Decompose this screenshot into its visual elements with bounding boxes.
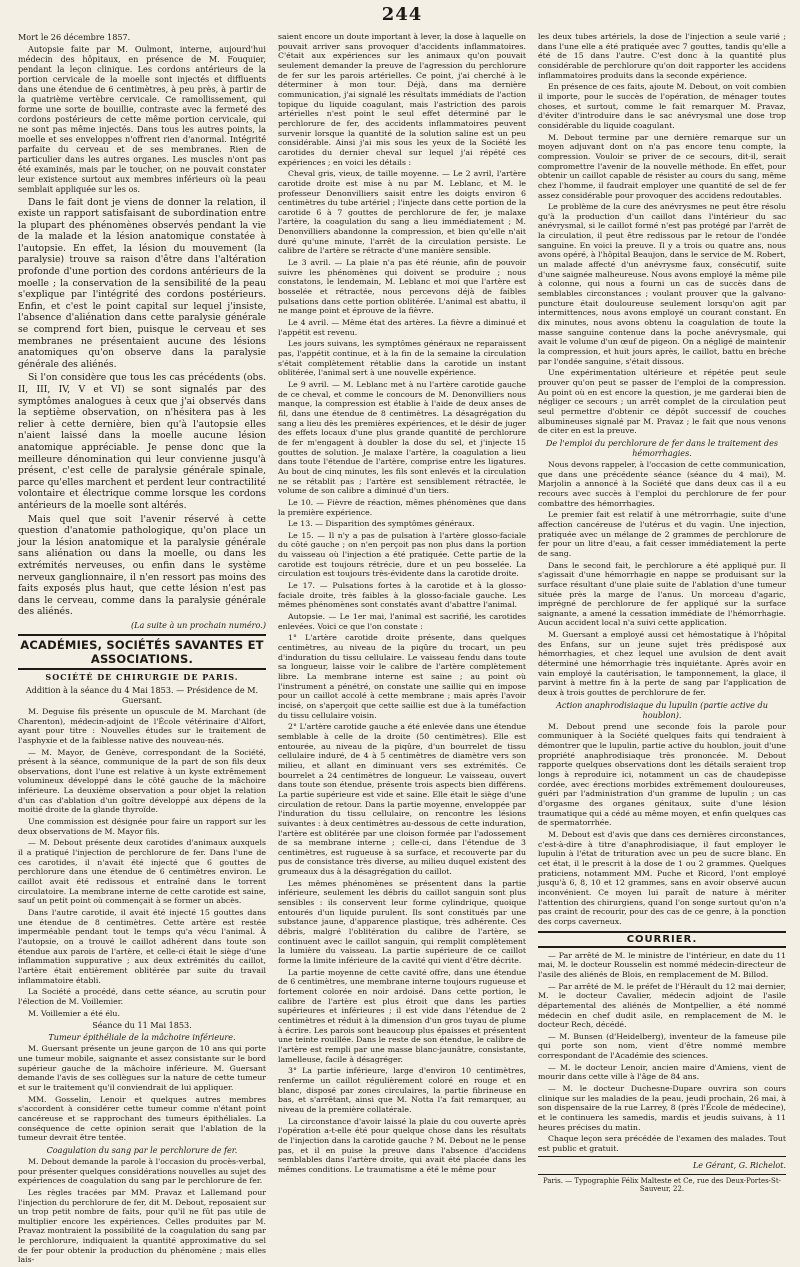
paragraph: 3° La partie inférieure, large d'environ 10 centimètres, renferme un caillot régulièrement coloré en rouge et en blanc, disposé par zones circulaires, la partie fibrineuse en bas, et s'arrêtant, ainsi que M. Notta l'a fait remarquer, au niveau de la première collatérale. [278, 1066, 526, 1114]
paragraph: La partie moyenne de cette cavité offre, dans une étendue de 6 centimètres, une membrane interne toujours rugueuse et fortement colorée en noir ardoisé. Dans cette portion, le calibre de l'artère est plus étroit que dans les parties supérieures et inférieures ; il est vide dans l'étendue de 2 centimètres et réduit à la dimension d'un gros tuyau de plume à écrire. Les parois sont beaucoup plus épaisses et présentent une teinte rouillée. Dans le reste de son étendue, le calibre de l'artère est rempli par une masse blanc-jaunâtre, consistante, lamelleuse, facile à désagréger. [278, 967, 526, 1064]
paragraph: — M. Mayor, de Genève, correspondant de la Société, présent à la séance, communique de la part de son fils deux observations, dont l'une est relative à un kyste extrêmement volumineux développé dans le côté gauche de la mâchoire inférieure. La deuxième observation a pour objet la relation d'un cas d'ablation d'un goître développé aux dépens de la moitié droite de la glande thyroïde. [18, 747, 266, 815]
paragraph: Les jours suivans, les symptômes généraux ne reparaissent pas, l'appétit continue, et à la fin de la semaine la circulation s'était complètement rétablie dans la carotide un instant oblitérée, l'animal sert à une nouvelle expérience. [278, 339, 526, 378]
society-heading: SOCIÉTÉ DE CHIRURGIE DE PARIS. [45, 671, 239, 682]
column-3 [538, 32, 786, 1267]
paragraph: Dans le second fait, le perchlorure a été appliqué pur. Il s'agissait d'une hémorrhagie en nappe se produisant sur la surface résultant d'une plaie suite de l'ablation d'une tumeur située près la marge de l'anus. Un morceau d'agaric, imprégné de perchlorure de fer appliqué sur la surface saignante, a amené la cessation immédiate de l'hémorrhagie. Aucun accident local n'a suivi cette application. [538, 560, 786, 628]
column-1 [18, 32, 266, 1267]
paragraph: Les règles tracées par MM. Pravaz et Lallemand pour l'injection du perchlorure de fer, dit M. Debout, reposaient sur un trop petit nombre de faits, pour qu'il ne fût pas utile de multiplier encore les expériences. Celles produites par M. Pravaz montraient la possibilité de la coagulation du sang par le perchlorure, indiquaient la quantité approximative du sel de fer pour obtenir la production du phénomène ; mais elles lais- [18, 1187, 266, 1265]
subtitle: Action anaphrodisiaque du lupulin (partie active du houblon). [556, 699, 768, 720]
paragraph: Le 10. — Fièvre de réaction, mêmes phénomènes que dans la première expérience. [278, 497, 526, 517]
news-item: Chaque leçon sera précédée de l'examen des malades. Tout est public et gratuit. [538, 1134, 786, 1154]
paragraph: En présence de ces faits, ajoute M. Debout, on voit combien il importe, pour le succès de l'opération, de ménager toutes choses, et surtout, comme le fait remarquer M. Pravaz, d'éviter d'introduire dans le sac anévrysmal une dose trop considérable du liquide coagulant. [538, 82, 786, 130]
page-number: 244 [381, 4, 423, 25]
paragraph: Cheval gris, vieux, de taille moyenne. — Le 2 avril, l'artère carotide droite est mise à nu par M. Leblanc, et M. le professeur Denonvilliers saisit entre les doigts environ 6 centimètres du tube artériel ; l'injecte dans cette portion de la carotide 6 à 7 gouttes de perchlorure de fer, je malaxe l'artère, la coagulation du sang a lieu immédiatement ; M. Denonvilliers abandonne la compression, et bien qu'elle n'ait duré qu'une minute, l'arrêt de la circulation persiste. Le calibre de l'artère se rétracte d'une manière sensible. [278, 169, 526, 256]
news-item: — Par arrêté de M. le préfet de l'Hérault du 12 mai dernier, M. le docteur Cavalier, médecin adjoint de l'asile départemental des aliénés de Montpellier, a été nommé médecin en chef dudit asile, en remplacement de M. le docteur Rech, décédé. [538, 981, 786, 1030]
paragraph: Autopsie faite par M. Oulmont, interne, aujourd'hui médecin des hôpitaux, en présence de M. Fouquier, pendant la leçon clinique. Les cordons antérieurs de la portion cervicale de la moelle sont injectés et diffluents dans une étendue de 6 centimètres, à peu près, à partir de la quatrième vertèbre cervicale. Ce ramollissement, qui forme une sorte de bouillie, contraste avec la fermeté des cordons postérieurs de cette même portion cervicale, qui ne sont pas même injectés. Dans tous les autres points, la moelle et ses enveloppes n'offrent rien d'anormal. Intégrité parfaite du cerveau et de ses membranes. Rien de particulier dans les autres organes. Les muscles n'ont pas été examinés, mais par le toucher, on ne pouvait constater leur existence surtout aux membres inférieurs où la peau semblait appliquée sur les os. [18, 44, 266, 195]
subtitle: Tumeur épithéliale de la mâchoire inférieure. [48, 1032, 236, 1043]
newspaper-page [18, 4, 787, 1265]
paragraph: La Société a procédé, dans cette séance, au scrutin pour l'élection de M. Voillemier. [18, 987, 266, 1006]
paragraph: Une commission est désignée pour faire un rapport sur les deux observations de M. Mayor fils. [18, 817, 266, 836]
continuation-note: (La suite à un prochain numéro.) [131, 619, 266, 630]
paragraph: Les mêmes phénomènes se présentent dans la partie inférieure, seulement les débris du caillot sanguin sont plus sensibles : ils conservent leur forme cylindrique, quoique entourés d'un liquide purulent. Ils sont constitués par une substance jaune, d'apparence plastique, très adhérente. Ces débris, malgré l'oblitération du calibre de l'artère, se continuent avec le caillot sanguin, qui remplit complètement la lumière du vaisseau. La partie supérieure de ce caillot forme la limite inférieure de la cavité qui vient d'être décrite. [278, 878, 526, 966]
paragraph: Le problème de la cure des anévrysmes ne peut être résolu qu'à la production d'un caillot dans l'intérieur du sac anévrysmal, si le caillot formé n'est pas protégé par l'arrêt de la circulation, il peut être redissous par le retour de l'ondée sanguine. En voici la preuve. Il y a trois ou quatre ans, nous avons opéré, à l'hôpital Beaujon, dans le service de M. Robert, un malade affecté d'un anévrysme faux, consécutif, suite d'une saignée malheureuse. Nous avons employé la même pile à colonne, qui nous a fourni un cas de succès dans de semblables circonstances ; voulant prouver que la galvano-puncture était douloureuse seulement lorsqu'on agit par intermittences, nous avons employé un courant constant. En dix minutes, nous avons obtenu la coagulation de toute la masse sanguine contenue dans la poche anévrysmale, qui avait le volume d'un œuf de pigeon. On a négligé de maintenir la compression, et huit jours après, le caillot, battu en brèche par l'ondée sanguine, s'était dissous. [538, 202, 786, 366]
column-2 [278, 32, 526, 1267]
news-item: — M. le docteur Lenoir, ancien maire d'Amiens, vient de mourir dans cette ville à l'âge de 84 ans. [538, 1062, 786, 1082]
paragraph: M. Debout termine par une dernière remarque sur un moyen adjuvant dont on n'a pas encore tenu compte, la compression. Vouloir se priver de ce secours, dit-il, serait compromettre l'avenir de la nouvelle méthode. En effet, pour obtenir un caillot capable de résister au cours du sang, même chez l'homme, il faudrait employer une quantité de sel de fer assez considérable pour provoquer des accidens redoutables. [538, 132, 786, 200]
paragraph: M. Voillemier a été élu. [28, 1008, 120, 1018]
news-item: — M. Bunsen (d'Heidelberg), inventeur de la fameuse pile qui porte son nom, vient d'être nommé membre correspondant de l'Académie des sciences. [538, 1031, 786, 1061]
paragraph: Le 4 avril. — Même état des artères. La fièvre a diminué et l'appétit est revenu. [278, 318, 526, 337]
paragraph: Une expérimentation ultérieure et répétée peut seule prouver qu'on peut se passer de l'emploi de la compression. Au point où en est encore la question, je me garderai bien de négliger ce secours ; un arrêt complet de la circulation peut seul permettre d'obtenir ce dépôt successif de couches albumineuses signalé par M. Pravaz ; le fait que nous venons de citer en est la preuve. [538, 368, 786, 436]
paragraph: Nous devons rappeler, à l'occasion de cette communication, que dans une précédente séance (séance du 4 mai), M. Marjolin a annoncé à la Société que dans deux cas il a eu recours avec succès à l'emploi du perchlorure de fer pour combattre des hémorrhagies. [538, 459, 786, 508]
news-item: — M. le docteur Duchesne-Dupare ouvrira son cours clinique sur les maladies de la peau, jeudi prochain, 26 mai, à son dispensaire de la rue Larrey, 8 (près l'École de médecine), et le continuera les samedis, mardis et jeudis suivans, à 11 heures précises du matin. [538, 1084, 786, 1132]
subtitle: Coagulation du sang par le perchlorure de fer. [46, 1144, 238, 1155]
session-heading: Séance du 11 Mai 1853. [92, 1020, 192, 1031]
paragraph: Mort le 26 décembre 1857. [18, 32, 131, 42]
paragraph: M. Deguise fils présente un opuscule de M. Marchant (de Charenton), médecin-adjoint de l'École vétérinaire d'Alfort, ayant pour titre : Nouvelles études sur le traitement de l'asphyxie et de la faiblesse native des nouveau-nés. [18, 706, 266, 745]
divider [538, 1156, 786, 1157]
imprint: Paris. — Typographie Félix Malteste et Ce, rue des Deux-Portes-St-Sauveur, 22. [538, 1174, 786, 1194]
paragraph: Mais quel que soit l'avenir réservé à cette question d'anatomie pathologique, qu'on place un jour la lésion anatomique et la paralysie générale sans aliénation ou dans la moelle, ou dans les extrémités nerveuses, ou enfin dans le système nerveux ganglionnaire, il n'en ressort pas moins des faits exposés plus haut, que cette lésion n'est pas dans le cerveau, comme dans la paralysie générale des aliénés. [18, 513, 266, 618]
paragraph: Le 9 avril. — M. Leblanc met à nu l'artère carotide gauche de ce cheval, et comme le concours de M. Denonvilliers nous manque, la compression est établie à l'aide de deux anses de fil, dans une étendue de 8 centimètres. La désagrégation du sang a lieu dès les premières expériences, et le désir de juger des effets locaux d'une plus grande quantité de perchlorure de fer m'engagent à doubler la dose du sel, et j'injecte 15 gouttes de solution. Je malaxe l'artère, la coagulation a lieu dans toute l'étendue de l'artère, comprise entre les ligatures. Au bout de cinq minutes, les fils sont enlevés et la circulation ne se rétablit pas ; l'artère est sensiblement rétractée, le volume de son calibre a diminué d'un tiers. [278, 379, 526, 496]
paragraph: Le 13. — Disparition des symptômes généraux. [288, 519, 475, 529]
paragraph: M. Guersant présente un jeune garçon de 10 ans qui porte une tumeur mobile, saignante et assez consistante sur le bord supérieur gauche de la mâchoire inférieure. M. Guersant demande l'avis de ses collègues sur la nature de cette tumeur et sur le traitement qu'il conviendrait de lui appliquer. [18, 1044, 266, 1092]
news-item: — Par arrêté de M. le ministre de l'intérieur, en date du 11 mai, M. le docteur Rousselin est nommé médecin-directeur de l'asile des aliénés de Blois, en remplacement de M. Billod. [538, 950, 786, 979]
paragraph: Le premier fait est relatif à une métrorrhagie, suite d'une affection cancéreuse de l'utérus et du vagin. Une injection, pratiquée avec un mélange de 2 grammes de perchlorure de fer pour un litre d'eau, a fait cesser immédiatement la perte de sang. [538, 510, 786, 558]
paragraph: Le 17. — Pulsations fortes à la carotide et à la glosso-faciale droite, très faibles à la glosso-faciale gauche. Les mêmes phénomènes sont constatés avant d'abattre l'animal. [278, 581, 526, 610]
paragraph: La circonstance d'avoir laissé la plaie du cou ouverte après l'opération a-t-elle été pour quelque chose dans les résultats de l'injection dans la carotide gauche ? M. Debout ne le pense pas, et il en puise la preuve dans l'absence d'accidens semblables dans l'artère droite, qui avait été placée dans les mêmes conditions. Le traumatisme a été le même pour [278, 1116, 526, 1174]
paragraph: Si l'on considère que tous les cas précédents (obs. II, III, IV, V et VI) se sont signalés par des symptômes analogues à ceux que j'ai observés dans la septième observation, on n'hésitera pas à les relier à cette dernière, bien qu'à l'autopsie elles n'aient laissé dans la moelle aucune lésion anatomique appréciable. Je pense donc que la meilleure dénomination qui leur convienne jusqu'à présent, c'est celle de paralysie générale spinale, parce qu'elles marchent et perdent leur contractilité volontaire et électrique comme lorsque les cordons antérieurs de la moelle sont altérés. [18, 372, 266, 511]
paragraph: 2° L'artère carotide gauche a été enlevée dans une étendue semblable à celle de la droite (50 centimètres). Elle est entourée, au niveau de la piqûre, d'un bourrelet de tissu cellulaire induré, de 4 à 5 centimètres de diamètre vers son milieu, et allant en diminuant vers ses extrémités. Ce bourrelet a 24 centimètres de longueur. Le vaisseau, ouvert dans toute son étendue, présente trois aspects bien différens. La partie supérieure est vide et saine. Elle était le siège d'une circulation de retour. Dans la partie moyenne, enveloppée par l'induration du tissu cellulaire, on rencontre les lésions suivantes : à deux centimètres au-dessous de cette induration, l'artère est oblitérée par une cloison formée par l'adossement de sa membrane interne ; celle-ci, dans l'étendue de 3 centimètres, est rugueuse à sa surface, et recouverte par du pus de consistance très diverse, au milieu duquel existent des grumeaux dus à la désagrégation du caillot. [278, 722, 526, 877]
paragraph: Dans le fait dont je viens de donner la relation, il existe un rapport satisfaisant de subordination entre la plupart des phénomènes observés pendant la vie de la malade et la lésion anatomique constatée à l'autopsie. En effet, la lésion du mouvement (la paralysie) trouve sa raison d'être dans l'altération profonde d'une portion des cordons antérieurs de la moelle ; la conservation de la sensibilité de la peau s'explique par l'intégrité des cordons postérieurs. Enfin, et c'est le point capital sur lequel j'insiste, l'absence d'aliénation dans cette paralysie générale se comprend fort bien, puisque le cerveau et ses membranes ne présentaient aucune des lésions anatomiques qu'on observe dans la paralysie générale des aliénés. [18, 196, 266, 370]
paragraph: — M. Debout présente deux carotides d'animaux auxquels il a pratiqué l'injection de perchlorure de fer. Dans l'une de ces carotides, il n'avait été injecté que 6 gouttes de perchlorure dans une étendue de 6 centimètres environ. Le caillot avait été redissous et entraîné dans le torrent circulatoire. La membrane interne de cette carotide est saine, sauf un petit point où commençait à se former un abcès. [18, 838, 266, 906]
session-heading: Addition à la séance du 4 Mai 1853. — Présidence de M. Guersant. [25, 684, 259, 705]
paragraph: MM. Gosselin, Lenoir et quelques autres membres s'accordent à considérer cette tumeur comme n'étant point cancéreuse et se rapprochant des tumeurs épithéliales. La conséquence de cette opinion serait que l'ablation de la tumeur devrait être tentée. [18, 1094, 266, 1143]
paragraph: Le 3 avril. — La plaie n'a pas été réunie, afin de pouvoir suivre les phénomènes qui doivent se produire ; nous constatons, le lendemain, M. Leblanc et moi que l'artère est bosselée et rétractée, nous percevons déjà de faibles pulsations dans cette portion oblitérée. L'animal est abattu, il ne mange point et éprouve de la fièvre. [278, 258, 526, 316]
paragraph: M. Guersant a employé aussi cet hémostatique à l'hôpital des Enfans, sur un jeune sujet très prédisposé aux hémorrhagies, et chez lequel une avulsion de dent avait déterminé une hémorrhagie très inquiétante. Après avoir en vain employé la cautérisation, le tamponnement, la glace, il parvint à mettre fin à la perte de sang par l'application de deux à trois gouttes de perchlorure de fer. [538, 630, 786, 698]
paragraph: les deux tubes artériels, la dose de l'injection a seule varié ; dans l'une elle a été pratiquée avec 7 gouttes, tandis qu'elle a été de 15 dans l'autre. C'est donc à la quantité plus considérable de perchlorure qu'on doit rapporter les accidens inflammatoires produits dans la seconde expérience. [538, 32, 786, 80]
paragraph: M. Debout prend une seconde fois la parole pour communiquer à la Société quelques faits qui tendraient à démontrer que le lupulin, partie active du houblon, jouit d'une propriété anaphrodisiaque très prononcée. M. Debout rapporte quelques observations dont les détails seraient trop longs à reproduire ici, notamment un cas de chaudepisse cordée, avec érections morbides extrêmement douloureuses, guéri par l'administration d'un gramme de lupulin ; un cas d'orgasme des organes génitaux, suite d'une lésion traumatique qui a cédé au même moyen, et enfin quelques cas de spermatorrhée. [538, 721, 787, 828]
paragraph: saient encore un doute important à lever, la dose à laquelle on pouvait arriver sans provoquer d'accidents inflammatoires. C'était aux expériences sur les animaux qu'on pouvait seulement demander la preuve de l'agression du perchlorure de fer sur les parois artérielles. Ce point, j'ai cherché à le déterminer à mon tour. Déjà, dans ma dernière communication, j'ai signalé les résultats immédiats de l'action topique du liquide coagulant, mais l'astriction des parois artérielles n'est point le seul effet déterminé par le perchlorure de fer, des accidents inflammatoires peuvent survenir lorsque la quantité de la solution saline est un peu considérable. Ainsi j'ai mis sous les yeux de la Société les carotides du dernier cheval sur lequel j'ai répété ces expériences ; en voici les détails : [278, 32, 526, 167]
paragraph: Le 15. — Il n'y a pas de pulsation à l'artère glosso-faciale du côté gauche ; on n'en perçoit pas non plus dans la portion du vaisseau où l'injection a été pratiquée. Cette partie de la carotide est toujours rétrécie, dure et un peu bosselée. La circulation est toujours très-évidente dans la carotide droite. [278, 530, 526, 579]
signature: Le Gérant, G. Richelot. [692, 1160, 786, 1170]
paragraph: 1° L'artère carotide droite présente, dans quelques centimètres, au niveau de la piqûre du trocart, un peu d'induration du tissu cellulaire. Le vaisseau fendu dans toute sa longueur, laisse voir le calibre de l'artère complètement libre. La membrane interne est saine ; au point où l'instrument a pénétré, on constate une saillie qui en impose pour un caillot accolé à cette membrane ; mais après l'avoir incisé, on s'aperçoit que cette saillie est due à la tuméfaction du tissu cellulaire voisin. [278, 633, 526, 720]
section-title: ACADÉMIES, SOCIÉTÉS SAVANTES ET ASSOCIATIONS. [18, 634, 266, 670]
courrier-title: COURRIER. [538, 931, 786, 948]
article-columns [18, 32, 787, 1265]
paragraph: M. Debout demande la parole à l'occasion du procès-verbal, pour présenter quelques considérations nouvelles au sujet des expériences de coagulation du sang par le perchlorure de fer. [18, 1156, 266, 1186]
paragraph: Autopsie. — Le 1er mai, l'animal est sacrifié, les carotides enlevées. Voici ce que l'on constate : [278, 612, 526, 631]
subtitle: De l'emploi du perchlorure de fer dans le traitement des hémorrhagies. [545, 437, 779, 458]
paragraph: Dans l'autre carotide, il avait été injecté 15 gouttes dans une étendue de 8 centimètres. Cette artère est restée imperméable pendant tout le temps qu'a vécu l'animal. À l'autopsie, on a trouvé le caillot adhérent dans toute son étendue aux parois de l'artère, et celle-ci était le siège d'une inflammation suppurative ; aux deux extrémités du caillot, l'artère était entièrement oblitérée par suite du travail inflammatoire établi. [18, 908, 266, 985]
paragraph: M. Debout est d'avis que dans ces dernières circonstances, c'est-à-dire à titre d'anaphrodisiaque, il faut employer le lupulin à l'état de trituration avec un peu de sucre blanc. En cet état, il le prescrit à la dose de 1 ou 2 grammes. Quelques praticiens, notamment MM. Puche et Ricord, l'ont employé jusqu'à 6, 8, 10 et 12 grammes, sans en avoir observé aucun inconvénient. Ce moyen lui paraît de nature à mériter l'attention des chirurgiens, quand l'on songe surtout qu'on n'a pas craint de recourir, pour des cas de ce genre, à la ponction des corps caverneux. [538, 830, 786, 926]
